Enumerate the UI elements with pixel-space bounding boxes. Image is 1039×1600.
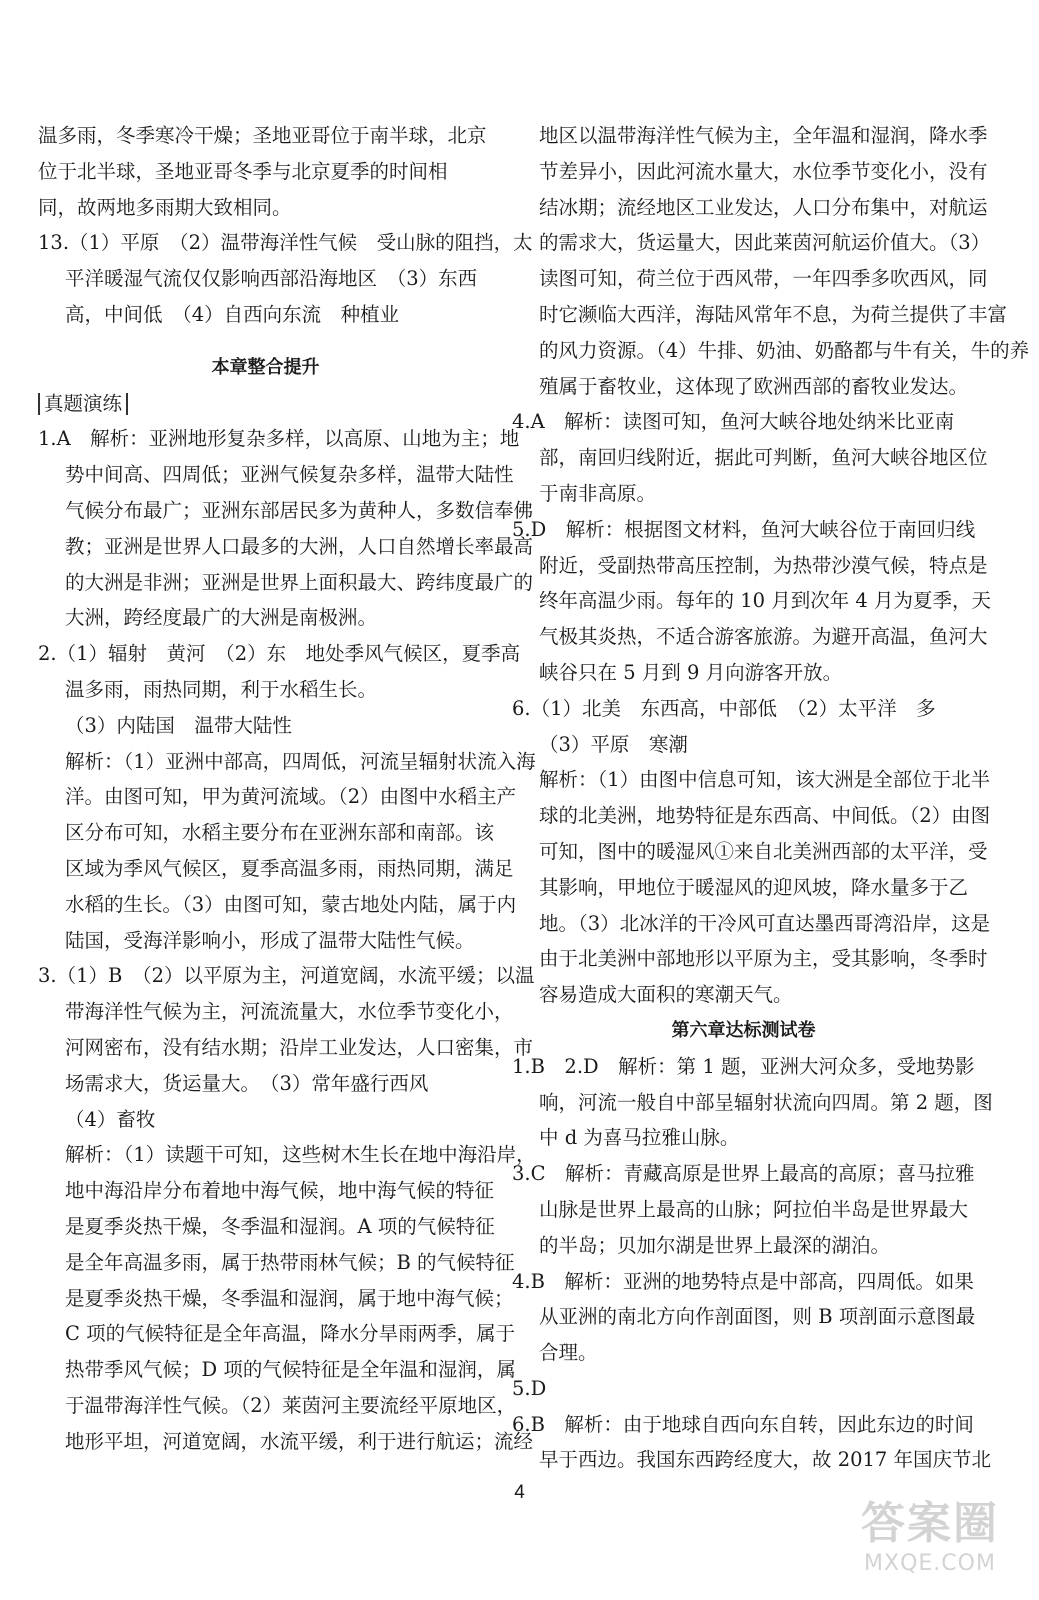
spacer [38, 333, 493, 350]
text-line: 4.A 解析：读图可知，鱼河大峡谷地处纳米比亚南 [512, 410, 955, 434]
text-line: 5.D [512, 1376, 547, 1400]
text-line: 节差异小，因此河流水量大，水位季节变化小，没有 [539, 159, 988, 183]
subsection-label [38, 386, 493, 422]
text-line: 响，河流一般自中部呈辐射状流向四周。第 2 题，图 [539, 1090, 993, 1114]
text-line: 于温带海洋性气候。（2）莱茵河主要流经平原地区， [65, 1393, 517, 1417]
text-line: 陆国，受海洋影响小，形成了温带大陆性气候。 [65, 928, 475, 952]
text-line: 3.C 解析：青藏高原是世界上最高的高原；喜马拉雅 [512, 1162, 975, 1186]
text-line: 1.A 解析：亚洲地形复杂多样，以高原、山地为主；地 [38, 427, 520, 451]
text-line: 13.（1）平原 （2）温带海洋性气候 受山脉的阻挡，太 [38, 231, 533, 255]
text-line: 热带季风气候；D 项的气候特征是全年温和湿润，属 [65, 1358, 516, 1382]
page-number: 4 [514, 1482, 525, 1503]
text-line: 地中海沿岸分布着地中海气候，地中海气候的特征 [65, 1179, 495, 1203]
text-line: 是夏季炎热干燥，冬季温和湿润。A 项的气候特征 [65, 1214, 495, 1238]
text-line: 气候分布最广；亚洲东部居民多为黄种人，多数信奉佛 [65, 498, 534, 522]
text-line: 结冰期；流经地区工业发达，人口分布集中，对航运 [539, 195, 988, 219]
text-line: 球的北美洲，地势特征是东西高、中间低。（2）由图 [539, 804, 991, 828]
text-line: 殖属于畜牧业，这体现了欧洲西部的畜牧业发达。 [539, 374, 969, 398]
text-line: 是夏季炎热干燥，冬季温和湿润，属于地中海气候； [65, 1286, 514, 1310]
text-line: 附近，受副热带高压控制，为热带沙漠气候，特点是 [539, 553, 988, 577]
text-line: 温多雨，雨热同期，利于水稻生长。 [65, 677, 378, 701]
text-line: 的大洲是非洲；亚洲是世界上面积最大、跨纬度最广的 [65, 570, 534, 594]
text-line: 其影响，甲地位于暖湿风的迎风坡，降水量多于乙 [539, 875, 969, 899]
watermark-logo-text: 答案圈 [861, 1498, 999, 1549]
text-line: （4）畜牧 [65, 1107, 156, 1131]
text-line: （3）内陆国 温带大陆性 [65, 713, 292, 737]
text-line: 5.D 解析：根据图文材料，鱼河大峡谷位于南回归线 [512, 517, 976, 541]
text-line: 地区以温带海洋性气候为主，全年温和湿润，降水季 [539, 124, 988, 147]
right-column [512, 118, 1030, 1478]
text-line: 山脉是世界上最高的山脉；阿拉伯半岛是世界最大 [539, 1197, 969, 1221]
text-line: 区域为季风气候区，夏季高温多雨，雨热同期，满足 [65, 856, 514, 880]
text-line: 于南非高原。 [539, 481, 657, 505]
section-heading: 本章整合提升 [211, 356, 320, 378]
text-line: 6.B 解析：由于地球自西向东自转，因此东边的时间 [512, 1412, 974, 1436]
text-line: 容易造成大面积的寒潮天气。 [539, 983, 793, 1007]
text-line: 水稻的生长。（3）由图可知，蒙古地处内陆，属于内 [65, 892, 517, 916]
text-line: 的风力资源。（4）牛排、奶油、奶酪都与牛有关，牛的养 [539, 338, 1030, 362]
text-line: 由于北美洲中部地形以平原为主，受其影响，冬季时 [539, 947, 988, 971]
text-line: 温多雨，冬季寒冷干燥；圣地亚哥位于南半球，北京 [38, 124, 487, 147]
text-line: 是全年高温多雨，属于热带雨林气候；B 的气候特征 [65, 1250, 515, 1274]
text-line: 区分布可知，水稻主要分布在亚洲东部和南部。该 [65, 821, 495, 845]
text-line: 中 d 为喜马拉雅山脉。 [539, 1126, 740, 1150]
text-line: 教；亚洲是世界人口最多的大洲，人口自然增长率最高 [65, 534, 534, 558]
text-line: 地。（3）北冰洋的干冷风可直达墨西哥湾沿岸，这是 [539, 911, 991, 935]
text-line: 终年高温少雨。每年的 10 月到次年 4 月为夏季，天 [539, 589, 992, 613]
text-line: 解析：（1）亚洲中部高，四周低，河流呈辐射状流入海 [65, 749, 536, 773]
text-line: 解析：（1）读题干可知，这些树木生长在地中海沿岸， [65, 1143, 536, 1167]
text-line: 4.B 解析：亚洲的地势特点是中部高，四周低。如果 [512, 1269, 974, 1293]
text-line: 河网密布，没有结水期；沿岸工业发达，人口密集，市 [65, 1035, 534, 1059]
text-line: 读图可知，荷兰位于西风带，一年四季多吹西风，同 [539, 267, 988, 291]
text-line: 场需求大，货运量大。 （3）常年盛行西风 [65, 1071, 429, 1095]
watermark-logo [861, 1487, 999, 1576]
text-line: 部，南回归线附近，据此可判断，鱼河大峡谷地区位 [539, 446, 988, 470]
text-line: 平洋暖湿气流仅仅影响西部沿海地区 （3）东西 [65, 267, 478, 291]
text-line: 高，中间低 （4）自西向东流 种植业 [65, 302, 400, 326]
text-line: 从亚洲的南北方向作剖面图，则 B 项剖面示意图最 [539, 1305, 976, 1329]
text-line: 气极其炎热，不适合游客旅游。为避开高温，鱼河大 [539, 625, 988, 649]
text-line: 带海洋性气候为主，河流流量大，水位季节变化小， [65, 1000, 514, 1024]
text-line: 的半岛；贝加尔湖是世界上最深的湖泊。 [539, 1233, 891, 1257]
text-line: 3.（1）B （2）以平原为主，河道宽阔，水流平缓；以温 [38, 964, 535, 988]
text-line: 的需求大，货运量大，因此莱茵河航运价值大。（3） [539, 231, 991, 255]
text-line: 可知，图中的暖湿风①来自北美洲西部的太平洋，受 [539, 839, 988, 863]
text-line: 解析：（1）由图中信息可知，该大洲是全部位于北半 [539, 768, 991, 792]
text-line: 1.B 2.D 解析：第 1 题，亚洲大河众多，受地势影 [512, 1054, 975, 1078]
text-line: 地形平坦，河道宽阔，水流平缓，利于进行航运；流经 [65, 1429, 534, 1453]
text-line: 峡谷只在 5 月到 9 月向游客开放。 [539, 660, 843, 684]
text-line: 同，故两地多雨期大致相同。 [38, 195, 292, 219]
text-line: 洋。由图可知，甲为黄河流域。（2）由图中水稻主产 [65, 785, 517, 809]
text-line: 早于西边。我国东西跨经度大，故 2017 年国庆节北 [539, 1448, 992, 1472]
text-line: 势中间高、四周低；亚洲气候复杂多样，温带大陆性 [65, 463, 514, 487]
section-heading: 第六章达标测试卷 [671, 1019, 816, 1041]
text-line: 位于北半球，圣地亚哥冬季与北京夏季的时间相 [38, 159, 448, 183]
subsection-label-text: 真题演练 [38, 393, 128, 415]
watermark-site-text: MXQE.COM [864, 1551, 996, 1576]
text-line: （3）平原 寒潮 [539, 732, 688, 756]
text-line: 6.（1）北美 东西高，中部低 （2）太平洋 多 [512, 696, 936, 720]
text-line: 时它濒临大西洋，海陆风常年不息，为荷兰提供了丰富 [539, 302, 1008, 326]
text-line: C 项的气候特征是全年高温，降水分旱雨两季，属于 [65, 1322, 516, 1346]
text-line: 大洲，跨经度最广的大洲是南极洲。 [65, 606, 378, 630]
text-line: 2.（1）辐射 黄河 （2）东 地处季风气候区，夏季高 [38, 642, 521, 666]
text-line: 合理。 [539, 1341, 598, 1365]
